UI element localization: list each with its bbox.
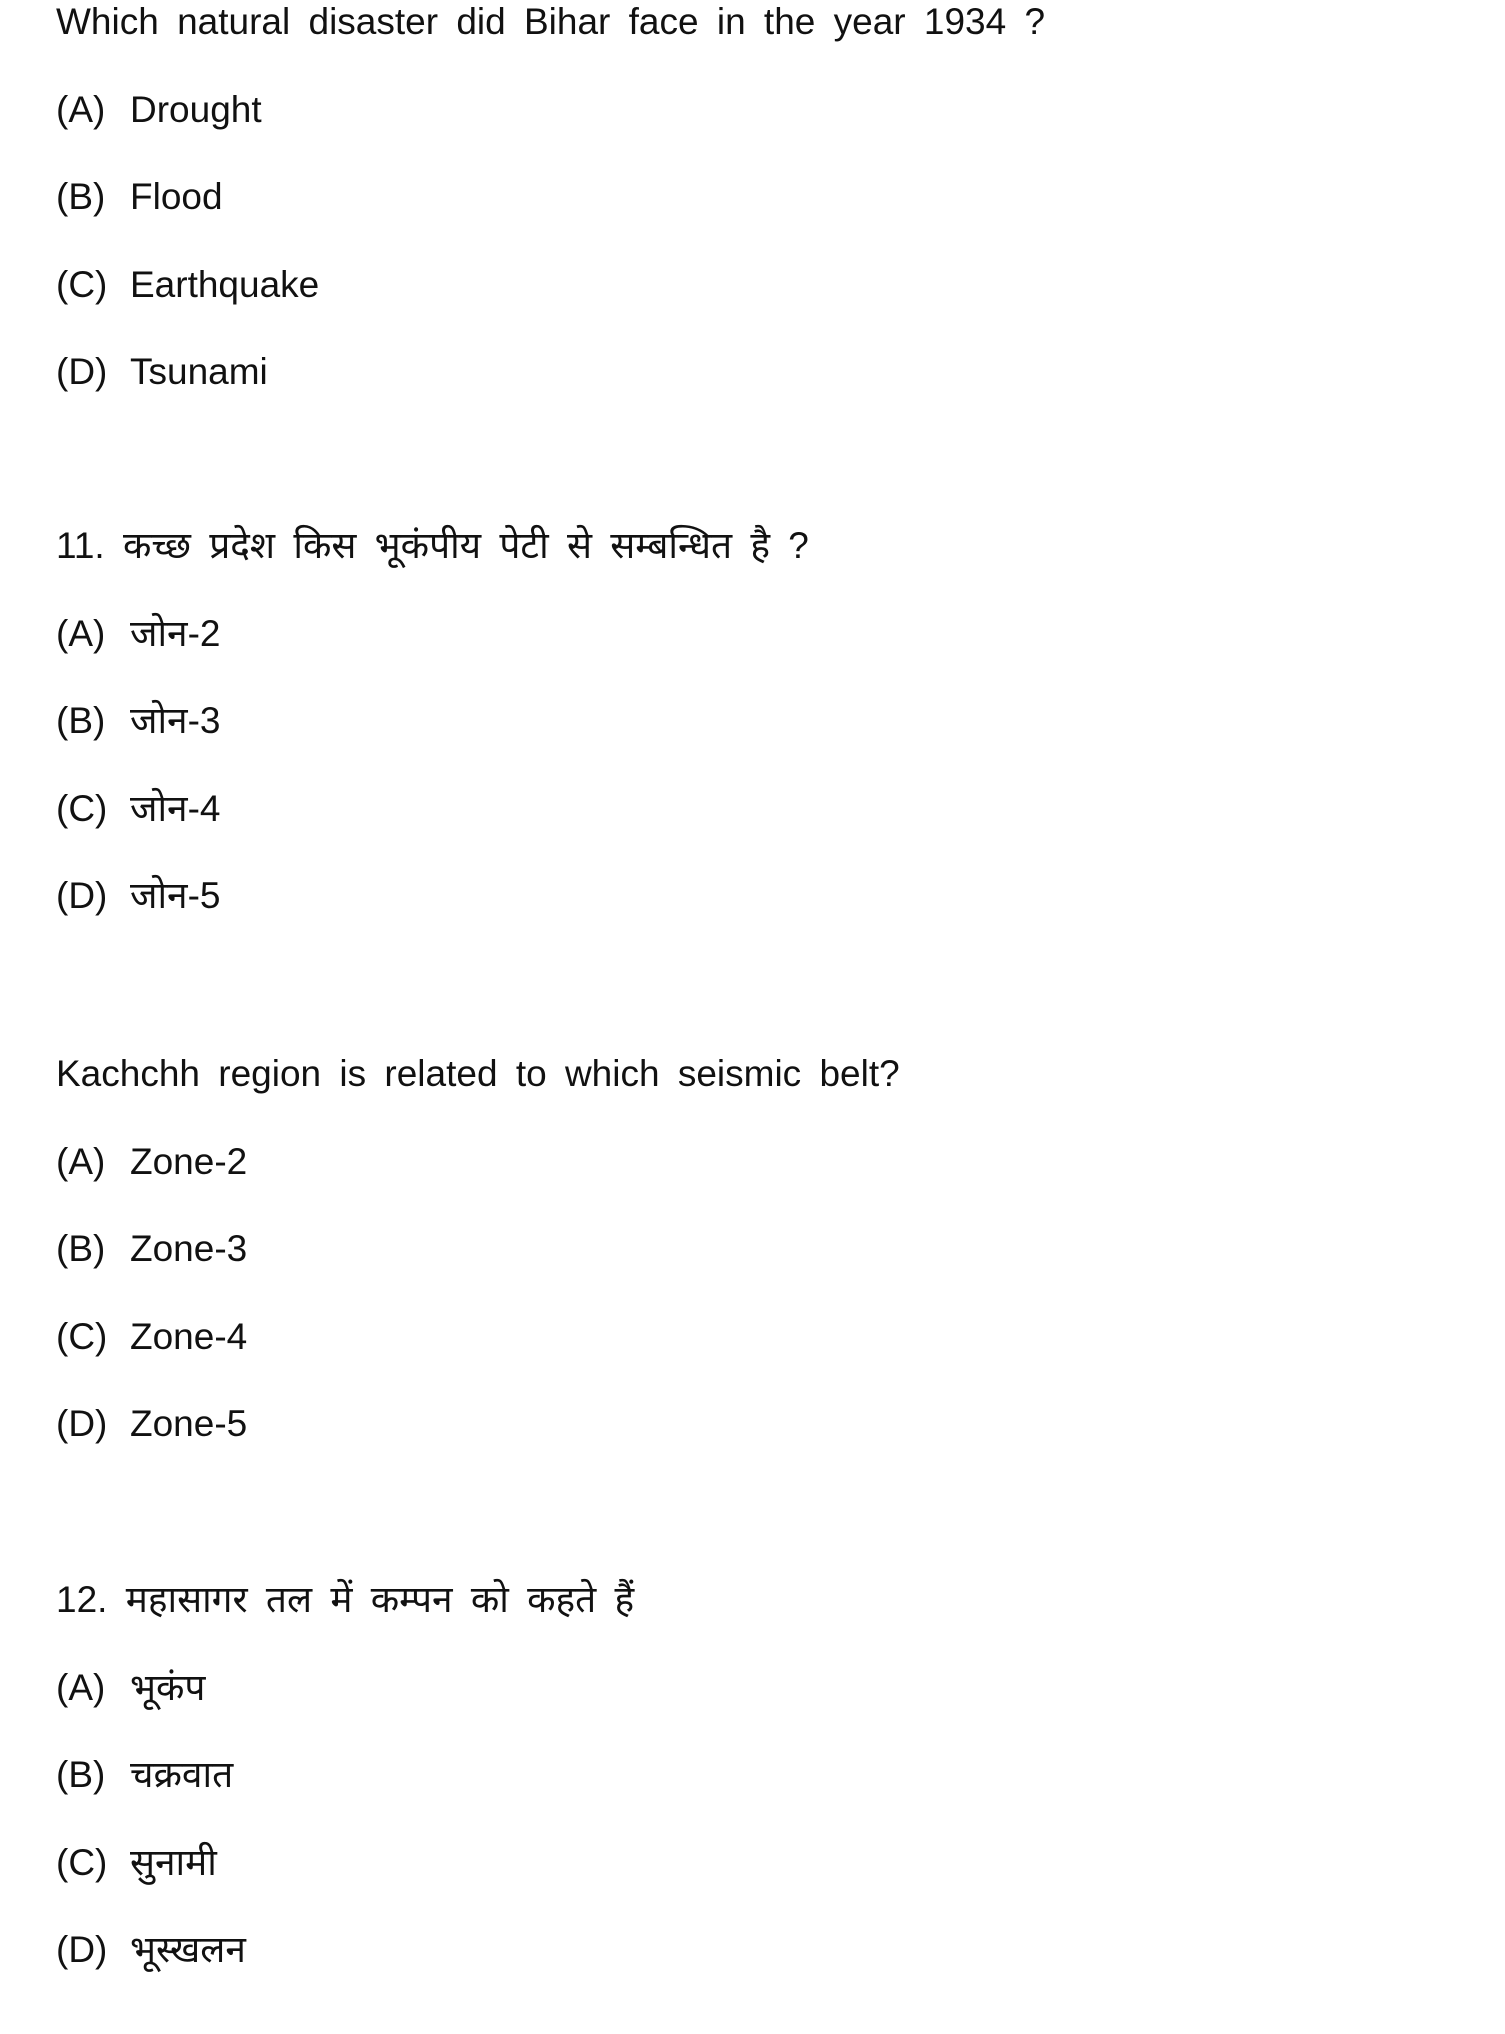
answer-option <box>56 874 220 918</box>
answer-option <box>56 1140 247 1184</box>
option-label: (C) <box>56 1315 108 1357</box>
option-label: (D) <box>56 1403 108 1444</box>
option-label: (B) <box>56 1754 106 1795</box>
option-label: (C) <box>56 263 108 305</box>
option-text: Zone-4 <box>130 1315 248 1357</box>
option-text: भूस्खलन <box>130 1929 246 1970</box>
answer-option <box>56 1402 247 1446</box>
answer-option <box>56 175 223 219</box>
question-text: Kachchh region is related to which seismic belt? <box>56 1053 900 1094</box>
option-label: (A) <box>56 1666 106 1708</box>
answer-option <box>56 1753 233 1797</box>
option-text: Flood <box>130 176 223 217</box>
answer-option <box>56 1315 247 1359</box>
option-text: जोन-4 <box>130 787 221 829</box>
option-label: (D) <box>56 1929 108 1970</box>
answer-option <box>56 612 220 656</box>
option-label: (B) <box>56 700 106 741</box>
option-text: चक्रवात <box>130 1754 234 1795</box>
answer-option <box>56 1928 246 1972</box>
option-text: Earthquake <box>130 263 320 305</box>
question-text: 11. कच्छ प्रदेश किस भूकंपीय पेटी से सम्बन्धित है ? <box>56 525 809 566</box>
option-text: जोन-5 <box>130 875 221 916</box>
option-label: (A) <box>56 612 106 654</box>
option-text: भूकंप <box>130 1666 206 1708</box>
answer-option <box>56 88 262 132</box>
answer-option <box>56 263 319 307</box>
option-text: जोन-3 <box>130 700 221 741</box>
answer-option <box>56 1841 217 1885</box>
question-text: Which natural disaster did Bihar face in the year 1934 ? <box>56 1 1046 42</box>
option-label: (B) <box>56 176 106 217</box>
option-text: Tsunami <box>130 351 268 392</box>
option-label: (A) <box>56 1140 106 1182</box>
option-label: (D) <box>56 875 108 916</box>
answer-option <box>56 350 268 394</box>
option-text: सुनामी <box>130 1841 217 1883</box>
option-label: (B) <box>56 1228 106 1269</box>
question-text: 12. महासागर तल में कम्पन को कहते हैं <box>56 1579 635 1620</box>
option-text: Zone-2 <box>130 1140 248 1182</box>
option-text: जोन-2 <box>130 612 221 654</box>
option-label: (A) <box>56 88 106 130</box>
answer-option <box>56 1666 205 1710</box>
option-label: (C) <box>56 1841 108 1883</box>
option-text: Zone-5 <box>130 1403 248 1444</box>
option-text: Drought <box>130 88 262 130</box>
answer-option <box>56 699 220 743</box>
option-label: (D) <box>56 351 108 392</box>
option-text: Zone-3 <box>130 1228 248 1269</box>
answer-option <box>56 787 220 831</box>
answer-option <box>56 1227 247 1271</box>
option-label: (C) <box>56 787 108 829</box>
